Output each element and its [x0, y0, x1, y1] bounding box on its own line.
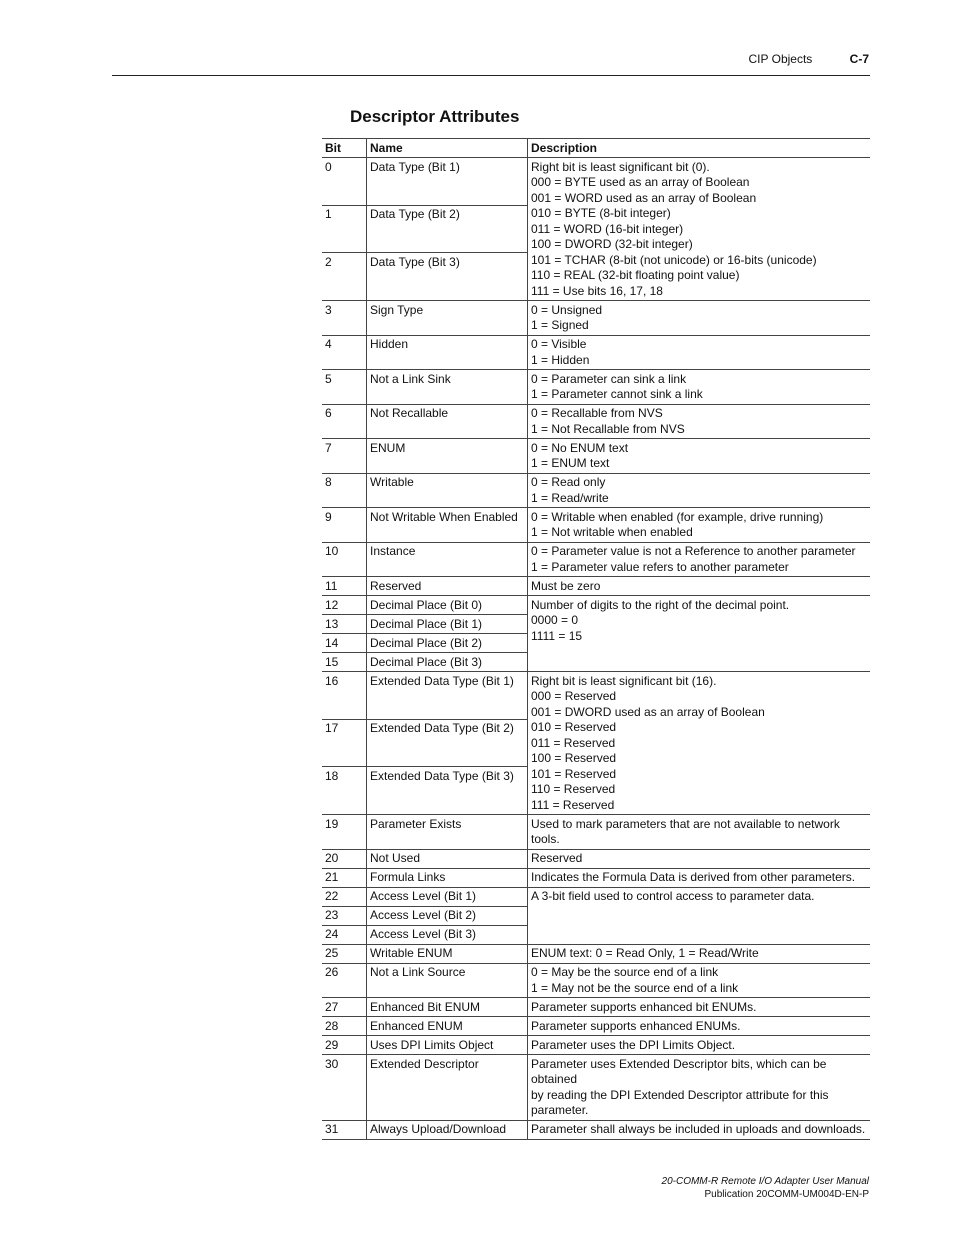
bit-cell: 10: [322, 542, 367, 577]
bit-cell: 1: [322, 205, 367, 253]
description-line: 101 = TCHAR (8-bit (not unicode) or 16-bits (unicode): [531, 252, 817, 267]
name-cell: Not Writable When Enabled: [367, 508, 528, 543]
description-line: 1 = Hidden: [531, 352, 590, 367]
bit-cell: 24: [322, 925, 367, 944]
description-line: 110 = REAL (32-bit floating point value): [531, 268, 740, 282]
table-row: [322, 1036, 870, 1055]
description-line: 1 = Parameter cannot sink a link: [531, 387, 703, 401]
description-line: 0 = Visible: [531, 337, 587, 351]
description-line: Parameter supports enhanced ENUMs.: [531, 1018, 741, 1033]
table-row: [322, 1120, 870, 1139]
table-row: [322, 335, 870, 370]
bit-cell: 19: [322, 815, 367, 850]
description-line: 101 = Reserved: [531, 766, 617, 781]
description-line: 011 = Reserved: [531, 735, 616, 750]
description-cell: [528, 508, 871, 543]
description-cell: [528, 158, 871, 301]
name-cell: Not a Link Sink: [367, 370, 528, 405]
table-row: [322, 577, 870, 596]
description-line: 1 = Not Recallable from NVS: [531, 421, 685, 436]
description-cell: [528, 1036, 871, 1055]
description-line: Right bit is least significant bit (16).: [531, 673, 717, 688]
bit-cell: 16: [322, 672, 367, 720]
name-cell: Extended Descriptor: [367, 1055, 528, 1121]
page-header: [749, 52, 870, 66]
description-line: Parameter shall always be included in uploads and downloads.: [531, 1122, 866, 1136]
name-cell: Decimal Place (Bit 2): [367, 634, 528, 653]
manual-title: 20-COMM-R Remote I/O Adapter User Manual: [661, 1176, 869, 1187]
description-line: Reserved: [531, 851, 583, 865]
name-cell: Writable ENUM: [367, 944, 528, 963]
description-line: 0000 = 0: [531, 613, 579, 627]
table-row: [322, 944, 870, 963]
name-cell: Data Type (Bit 2): [367, 205, 528, 253]
description-cell: [528, 473, 871, 508]
name-cell: Decimal Place (Bit 3): [367, 653, 528, 672]
table-row: [322, 868, 870, 887]
table-row: [322, 439, 870, 474]
name-cell: Not Recallable: [367, 404, 528, 439]
bit-cell: 4: [322, 335, 367, 370]
name-cell: Enhanced Bit ENUM: [367, 998, 528, 1017]
table-row: [322, 158, 870, 206]
name-cell: Extended Data Type (Bit 1): [367, 672, 528, 720]
name-cell: Access Level (Bit 3): [367, 925, 528, 944]
bit-cell: 14: [322, 634, 367, 653]
description-line: 1 = May not be the source end of a link: [531, 980, 739, 995]
bit-cell: 7: [322, 439, 367, 474]
name-cell: Decimal Place (Bit 1): [367, 615, 528, 634]
page-footer: [662, 1175, 869, 1201]
description-cell: [528, 963, 871, 998]
name-cell: Sign Type: [367, 301, 528, 336]
description-line: 000 = BYTE used as an array of Boolean: [531, 175, 750, 189]
description-line: Used to mark parameters that are not available to network tools.: [531, 816, 840, 846]
table-row: [322, 370, 870, 405]
description-cell: [528, 1055, 871, 1121]
bit-cell: 8: [322, 473, 367, 508]
table-row: [322, 849, 870, 868]
bit-cell: 23: [322, 906, 367, 925]
bit-cell: 22: [322, 887, 367, 906]
name-cell: Not Used: [367, 849, 528, 868]
bit-cell: 5: [322, 370, 367, 405]
description-line: 1 = ENUM text: [531, 456, 610, 470]
table-row: [322, 404, 870, 439]
name-cell: Hidden: [367, 335, 528, 370]
description-line: 000 = Reserved: [531, 689, 617, 703]
description-line: 1 = Not writable when enabled: [531, 525, 693, 539]
description-cell: [528, 672, 871, 815]
description-line: 0 = Recallable from NVS: [531, 406, 663, 420]
bit-cell: 25: [322, 944, 367, 963]
description-line: 111 = Use bits 16, 17, 18: [531, 283, 663, 298]
name-cell: Formula Links: [367, 868, 528, 887]
name-cell: ENUM: [367, 439, 528, 474]
description-cell: [528, 998, 871, 1017]
name-cell: Data Type (Bit 1): [367, 158, 528, 206]
description-line: 100 = Reserved: [531, 751, 617, 765]
name-cell: Reserved: [367, 577, 528, 596]
bit-cell: 28: [322, 1017, 367, 1036]
description-line: 010 = Reserved: [531, 720, 617, 734]
column-header-bit: Bit: [322, 139, 367, 158]
name-cell: Data Type (Bit 3): [367, 253, 528, 301]
description-line: 001 = DWORD used as an array of Boolean: [531, 704, 765, 719]
table-row: [322, 963, 870, 998]
table-row: [322, 998, 870, 1017]
page-number: C-7: [849, 52, 869, 66]
bit-cell: 15: [322, 653, 367, 672]
description-cell: [528, 301, 871, 336]
description-line: 0 = Parameter value is not a Reference to another parameter: [531, 544, 856, 558]
description-line: 0 = Parameter can sink a link: [531, 371, 687, 386]
description-line: Parameter uses the DPI Limits Object.: [531, 1037, 736, 1052]
description-line: 010 = BYTE (8-bit integer): [531, 206, 671, 220]
description-line: 111 = Reserved: [531, 797, 615, 812]
bit-cell: 20: [322, 849, 367, 868]
description-line: 0 = No ENUM text: [531, 440, 629, 455]
section-title: CIP Objects: [748, 52, 813, 66]
name-cell: Extended Data Type (Bit 3): [367, 767, 528, 815]
name-cell: Writable: [367, 473, 528, 508]
bit-cell: 12: [322, 596, 367, 615]
description-cell: [528, 542, 871, 577]
bit-cell: 9: [322, 508, 367, 543]
description-cell: [528, 1017, 871, 1036]
description-line: 0 = Unsigned: [531, 302, 603, 317]
description-cell: [528, 335, 871, 370]
table-row: [322, 301, 870, 336]
header-rule: [112, 75, 870, 76]
description-cell: [528, 404, 871, 439]
description-cell: [528, 815, 871, 850]
table-row: [322, 815, 870, 850]
name-cell: Extended Data Type (Bit 2): [367, 719, 528, 767]
description-line: 110 = Reserved: [531, 782, 616, 796]
bit-cell: 0: [322, 158, 367, 206]
bit-cell: 17: [322, 719, 367, 767]
description-line: 0 = Read only: [531, 475, 606, 489]
name-cell: Decimal Place (Bit 0): [367, 596, 528, 615]
name-cell: Access Level (Bit 2): [367, 906, 528, 925]
table-row: [322, 672, 870, 720]
description-cell: [528, 596, 871, 672]
table-header-row: [322, 139, 870, 158]
name-cell: Always Upload/Download: [367, 1120, 528, 1139]
description-line: 1 = Parameter value refers to another parameter: [531, 559, 789, 574]
bit-cell: 21: [322, 868, 367, 887]
bit-cell: 6: [322, 404, 367, 439]
bit-cell: 2: [322, 253, 367, 301]
bit-cell: 29: [322, 1036, 367, 1055]
description-line: Right bit is least significant bit (0).: [531, 159, 710, 174]
description-cell: [528, 439, 871, 474]
description-line: 0 = May be the source end of a link: [531, 965, 719, 979]
table-body: [322, 158, 870, 1140]
descriptor-attributes-table: [322, 138, 870, 1140]
bit-cell: 13: [322, 615, 367, 634]
description-line: by reading the DPI Extended Descriptor attribute for this: [531, 1087, 829, 1102]
table-row: [322, 1055, 870, 1121]
name-cell: Access Level (Bit 1): [367, 887, 528, 906]
bit-cell: 26: [322, 963, 367, 998]
description-line: 001 = WORD used as an array of Boolean: [531, 190, 757, 205]
description-cell: [528, 370, 871, 405]
name-cell: Instance: [367, 542, 528, 577]
bit-cell: 18: [322, 767, 367, 815]
description-line: Parameter supports enhanced bit ENUMs.: [531, 999, 757, 1014]
description-cell: [528, 887, 871, 944]
description-cell: [528, 1120, 871, 1139]
name-cell: Not a Link Source: [367, 963, 528, 998]
description-line: ENUM text: 0 = Read Only, 1 = Read/Write: [531, 946, 759, 960]
description-line: Parameter uses Extended Descriptor bits, which can be obtained: [531, 1056, 827, 1086]
name-cell: Enhanced ENUM: [367, 1017, 528, 1036]
description-line: 0 = Writable when enabled (for example, drive running): [531, 509, 824, 524]
description-line: 1 = Signed: [531, 318, 589, 332]
bit-cell: 27: [322, 998, 367, 1017]
description-line: 100 = DWORD (32-bit integer): [531, 237, 693, 251]
description-line: A 3-bit field used to control access to parameter data.: [531, 889, 815, 903]
table-row: [322, 473, 870, 508]
name-cell: Uses DPI Limits Object: [367, 1036, 528, 1055]
table-row: [322, 1017, 870, 1036]
bit-cell: 31: [322, 1120, 367, 1139]
table-row: [322, 542, 870, 577]
bit-cell: 30: [322, 1055, 367, 1121]
column-header-description: Description: [528, 139, 871, 158]
name-cell: Parameter Exists: [367, 815, 528, 850]
table-row: [322, 508, 870, 543]
description-cell: [528, 868, 871, 887]
column-header-name: Name: [367, 139, 528, 158]
description-line: Must be zero: [531, 578, 601, 593]
table-row: [322, 596, 870, 615]
description-line: parameter.: [531, 1103, 589, 1117]
description-cell: [528, 849, 871, 868]
publication-number: Publication 20COMM-UM004D-EN-P: [704, 1189, 869, 1200]
description-line: Indicates the Formula Data is derived from other parameters.: [531, 870, 856, 884]
description-line: 1 = Read/write: [531, 490, 609, 505]
table-row: [322, 887, 870, 906]
bit-cell: 3: [322, 301, 367, 336]
description-line: Number of digits to the right of the decimal point.: [531, 597, 790, 612]
description-cell: [528, 577, 871, 596]
bit-cell: 11: [322, 577, 367, 596]
description-line: 1111 = 15: [531, 628, 583, 643]
page-title: Descriptor Attributes: [350, 107, 520, 126]
description-cell: [528, 944, 871, 963]
description-line: 011 = WORD (16-bit integer): [531, 221, 684, 236]
